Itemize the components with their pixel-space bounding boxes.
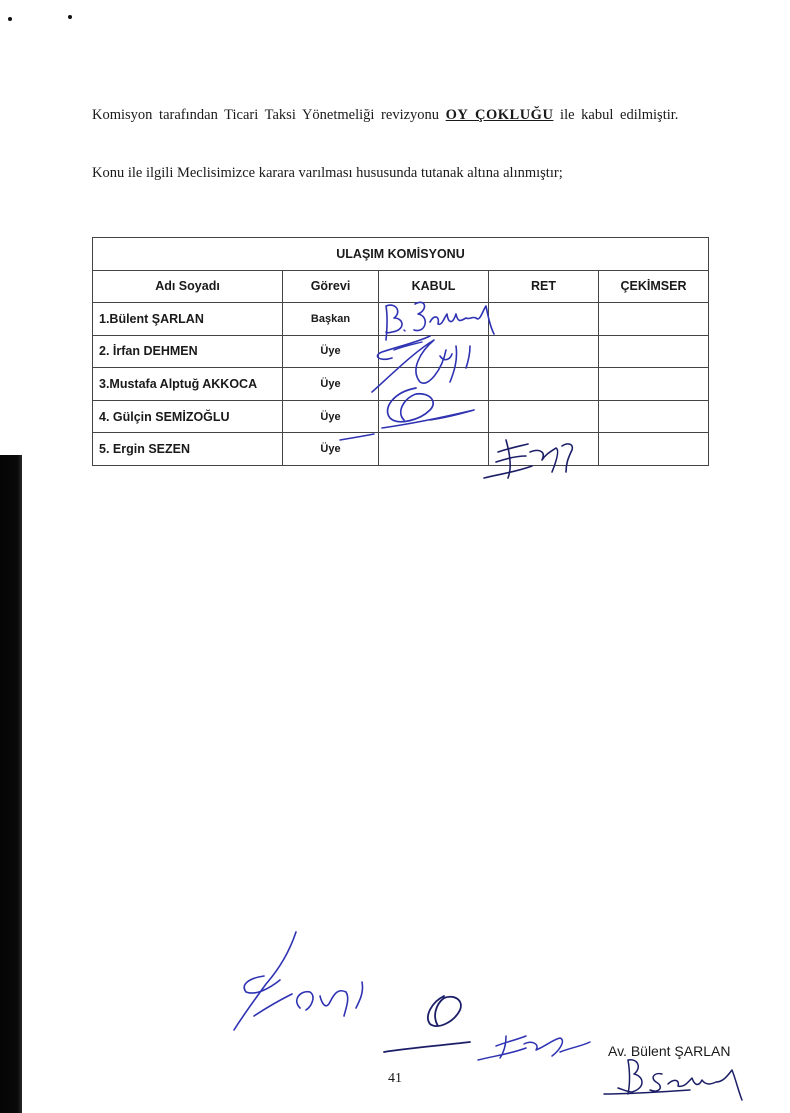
abstain-cell: [599, 303, 709, 336]
reject-cell: [489, 400, 599, 433]
signature-bottom-sarlan: [604, 1060, 742, 1100]
reject-cell: [489, 335, 599, 368]
committee-table: [92, 237, 709, 466]
table-row: [93, 400, 709, 433]
header-name: Adı Soyadı: [93, 270, 283, 303]
header-abstain: ÇEKİMSER: [599, 270, 709, 303]
accept-cell: [379, 303, 489, 336]
member-name: 4. Gülçin SEMİZOĞLU: [93, 400, 283, 433]
accept-cell: [379, 400, 489, 433]
member-name: 5. Ergin SEZEN: [93, 433, 283, 466]
decision-text-start: Komisyon tarafından Ticari Taksi Yönetmeliği revizyonu: [92, 107, 446, 123]
decision-text-end: ile kabul edilmiştir.: [553, 107, 679, 123]
member-role: Üye: [283, 368, 379, 401]
member-name: 2. İrfan DEHMEN: [93, 335, 283, 368]
abstain-cell: [599, 335, 709, 368]
table-row: [93, 303, 709, 336]
signature-bottom-semizoglu: [384, 996, 470, 1052]
header-reject: RET: [489, 270, 599, 303]
table-row: [93, 335, 709, 368]
member-role: Başkan: [283, 303, 379, 336]
accept-cell: [379, 433, 489, 466]
abstain-cell: [599, 433, 709, 466]
table-header-row: [93, 270, 709, 303]
accept-cell: [379, 368, 489, 401]
reject-cell: [489, 303, 599, 336]
signature-bottom-sezen: [478, 1036, 590, 1060]
abstain-cell: [599, 368, 709, 401]
member-name: 1.Bülent ŞARLAN: [93, 303, 283, 336]
signatory-name: Av. Bülent ŞARLAN: [608, 1043, 731, 1059]
table-row: [93, 433, 709, 466]
record-paragraph: Konu ile ilgili Meclisimizce karara varılması hususunda tutanak altına alınmıştır;: [92, 165, 563, 181]
header-role: Görevi: [283, 270, 379, 303]
signature-bottom-dehmen: [234, 932, 363, 1030]
abstain-cell: [599, 400, 709, 433]
decision-paragraph: [92, 106, 700, 125]
scan-dot: [8, 17, 12, 21]
table-row: [93, 368, 709, 401]
member-role: Üye: [283, 433, 379, 466]
reject-cell: [489, 368, 599, 401]
scan-dot: [68, 15, 72, 19]
member-name: 3.Mustafa Alptuğ AKKOCA: [93, 368, 283, 401]
scan-dark-edge: [0, 455, 22, 1113]
page-number: 41: [388, 1071, 402, 1086]
member-role: Üye: [283, 335, 379, 368]
member-role: Üye: [283, 400, 379, 433]
reject-cell: [489, 433, 599, 466]
table-caption: ULAŞIM KOMİSYONU: [93, 238, 709, 271]
accept-cell: [379, 335, 489, 368]
header-accept: KABUL: [379, 270, 489, 303]
decision-highlight: OY ÇOKLUĞU: [445, 107, 554, 123]
